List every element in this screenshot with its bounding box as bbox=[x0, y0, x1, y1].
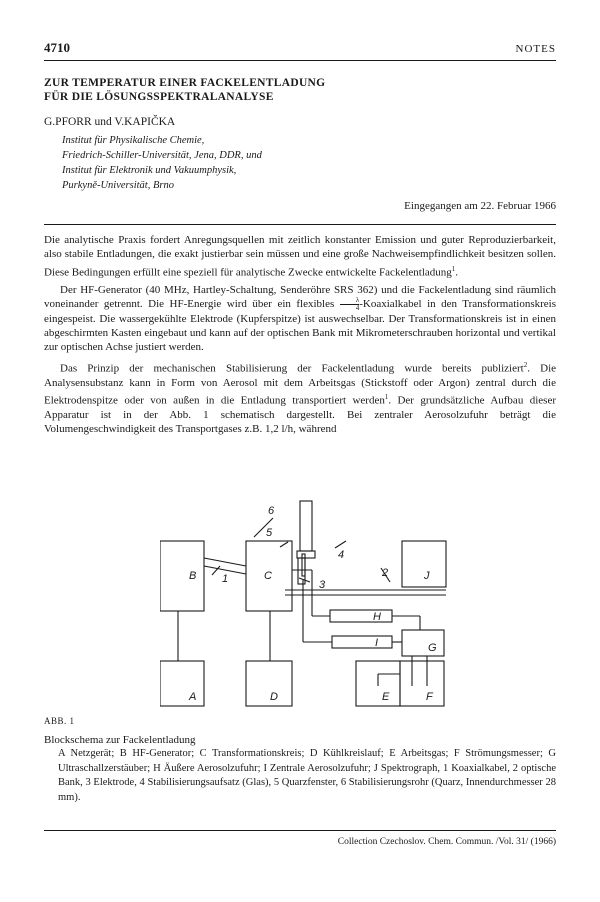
footer-rule bbox=[44, 830, 556, 831]
label-1: 1 bbox=[222, 573, 229, 585]
affiliation-line: Purkyně-Universität, Brno bbox=[62, 180, 174, 191]
box-b-hf-generator bbox=[160, 541, 204, 611]
affiliation-line: Friedrich-Schiller-Universität, Jena, DDR, und bbox=[62, 150, 262, 161]
figure-legend: A Netzgerät; B HF-Generator; C Transformationskreis; D Kühlkreislauf; E Arbeitsgas; F Strömungsmesser; G Ultraschallzerstäuber; H Äußere Aerosolzufuhr; I Zentrale Aerosolzufuhr; J Spektrograph, 1 Koaxialkabel, 2 optische Bank, 3 Elektrode, 4 Stabilisierungsaufsatz (Glas), 5 Quarzfenster, 6 Stabilisierungsrohr (Quarz, Innendurchmesser 28 mm). bbox=[58, 748, 556, 803]
fraction: $\frac{\lambda}{4}$ bbox=[340, 297, 360, 312]
affiliation bbox=[62, 133, 556, 193]
reference-mark: 2 bbox=[523, 360, 528, 369]
label-6: 6 bbox=[268, 505, 275, 517]
label-c: C bbox=[264, 570, 272, 582]
paragraph-3: Das Prinzip der mechanischen Stabilisierung der Fackelentladung wurde bereits publiziert$^2$. Die Analysensubstanz kann in Form von Aerosol mit dem Arbeitsgas (Stickstoff oder Argon) zentral durch die Elektrodenspitze oder von außen in die Entladung transportiert werden$^1$. Der grundsätzliche Aufbau dieser Apparatur ist in der Abb. 1 schematisch dargestellt. Bei zentraler Aerosolzufuhr beträgt die Volumengeschwindigkeit des Transportgases z.B. 1,2 l/h, während bbox=[44, 360, 557, 436]
label-i: I bbox=[375, 637, 379, 649]
journal-citation: Collection Czechoslov. Chem. Commun. /Vol. 31/ (1966) bbox=[337, 837, 556, 847]
figure-caption bbox=[44, 714, 556, 805]
box-f-flowmeter bbox=[400, 661, 444, 706]
figure-title: Blockschema zur Fackelentladung bbox=[44, 733, 196, 746]
figure-label: ABB. 1 bbox=[44, 716, 75, 726]
label-2: 2 bbox=[382, 567, 389, 579]
label-3: 3 bbox=[319, 579, 326, 591]
page bbox=[44, 40, 556, 440]
box-h-outer-aerosol bbox=[330, 610, 392, 622]
received-date: Eingegangen am 22. Februar 1966 bbox=[404, 200, 556, 212]
paragraph-2: Der HF-Generator (40 MHz, Hartley-Schaltung, Senderöhre SRS 362) und die Fackelentladung sind räumlich voneinander getrennt. Die HF-Energie wird über ein flexibles $\frac{\lambda}{4}$ -Koaxialkabel in den Transformationskreis eingespeist. Die wassergekühlte Elektrode (Kupferspitze) ist auswechselbar. Der Transformationskreis ist in einen abgeschirmten Kasten eingebaut und kann auf der optischen Bank mit Mikrometerschrauben horizontal und vertikal zur optischen Achse justiert werden. bbox=[44, 283, 556, 354]
title-line-2: FÜR DIE LÖSUNGSSPEKTRALANALYSE bbox=[44, 91, 274, 103]
label-b: B bbox=[189, 570, 197, 582]
reference-mark: 1 bbox=[451, 264, 456, 273]
box-a-power-supply bbox=[160, 661, 204, 706]
body-text bbox=[44, 233, 556, 437]
affiliation-line: Institut für Elektronik und Vakuumphysik, bbox=[62, 165, 237, 176]
running-header bbox=[44, 40, 556, 56]
quartz-window bbox=[297, 551, 315, 558]
section-label: NOTES bbox=[515, 43, 556, 55]
leader-4 bbox=[335, 541, 346, 548]
box-d-cooling bbox=[246, 661, 292, 706]
block-diagram bbox=[160, 496, 450, 708]
label-e: E bbox=[382, 691, 390, 703]
reference-mark: 1 bbox=[384, 392, 389, 401]
article-title bbox=[44, 76, 556, 104]
electrode-tip bbox=[302, 554, 305, 576]
label-g: G bbox=[428, 642, 437, 654]
header-rule bbox=[44, 60, 556, 61]
page-number: 4710 bbox=[44, 40, 70, 55]
title-line-1: ZUR TEMPERATUR EINER FACKELENTLADUNG bbox=[44, 77, 326, 89]
paragraph-1: Die analytische Praxis fordert Anregungsquellen mit zeitlich konstanter Emission und guter Reproduzierbarkeit, also stabile Entladungen, die exakt justierbar sein müssen und eine große Nachweisempfindlichkeit besitzen sollen. Diese Bedingungen erfüllt eine speziell für analytische Zwecke entwickelte Fackelentladung$^1$. bbox=[44, 234, 556, 279]
box-i-central-aerosol bbox=[332, 636, 392, 648]
label-h: H bbox=[373, 611, 381, 623]
label-d: D bbox=[270, 691, 278, 703]
label-f: F bbox=[426, 691, 433, 703]
affiliation-line: Institut für Physikalische Chemie, bbox=[62, 135, 205, 146]
label-a: A bbox=[189, 691, 197, 703]
leader-5 bbox=[280, 542, 288, 547]
page-footer bbox=[44, 830, 556, 847]
coax-cable bbox=[204, 558, 246, 566]
authors: G.PFORR und V.KAPIČKA bbox=[44, 116, 176, 128]
label-4: 4 bbox=[338, 549, 345, 561]
label-j: J bbox=[424, 570, 430, 582]
box-g-nebulizer bbox=[402, 630, 444, 656]
stabilization-tube bbox=[300, 501, 312, 551]
label-5: 5 bbox=[266, 527, 273, 539]
abstract-rule bbox=[44, 224, 556, 225]
figure-block-diagram bbox=[160, 496, 450, 708]
